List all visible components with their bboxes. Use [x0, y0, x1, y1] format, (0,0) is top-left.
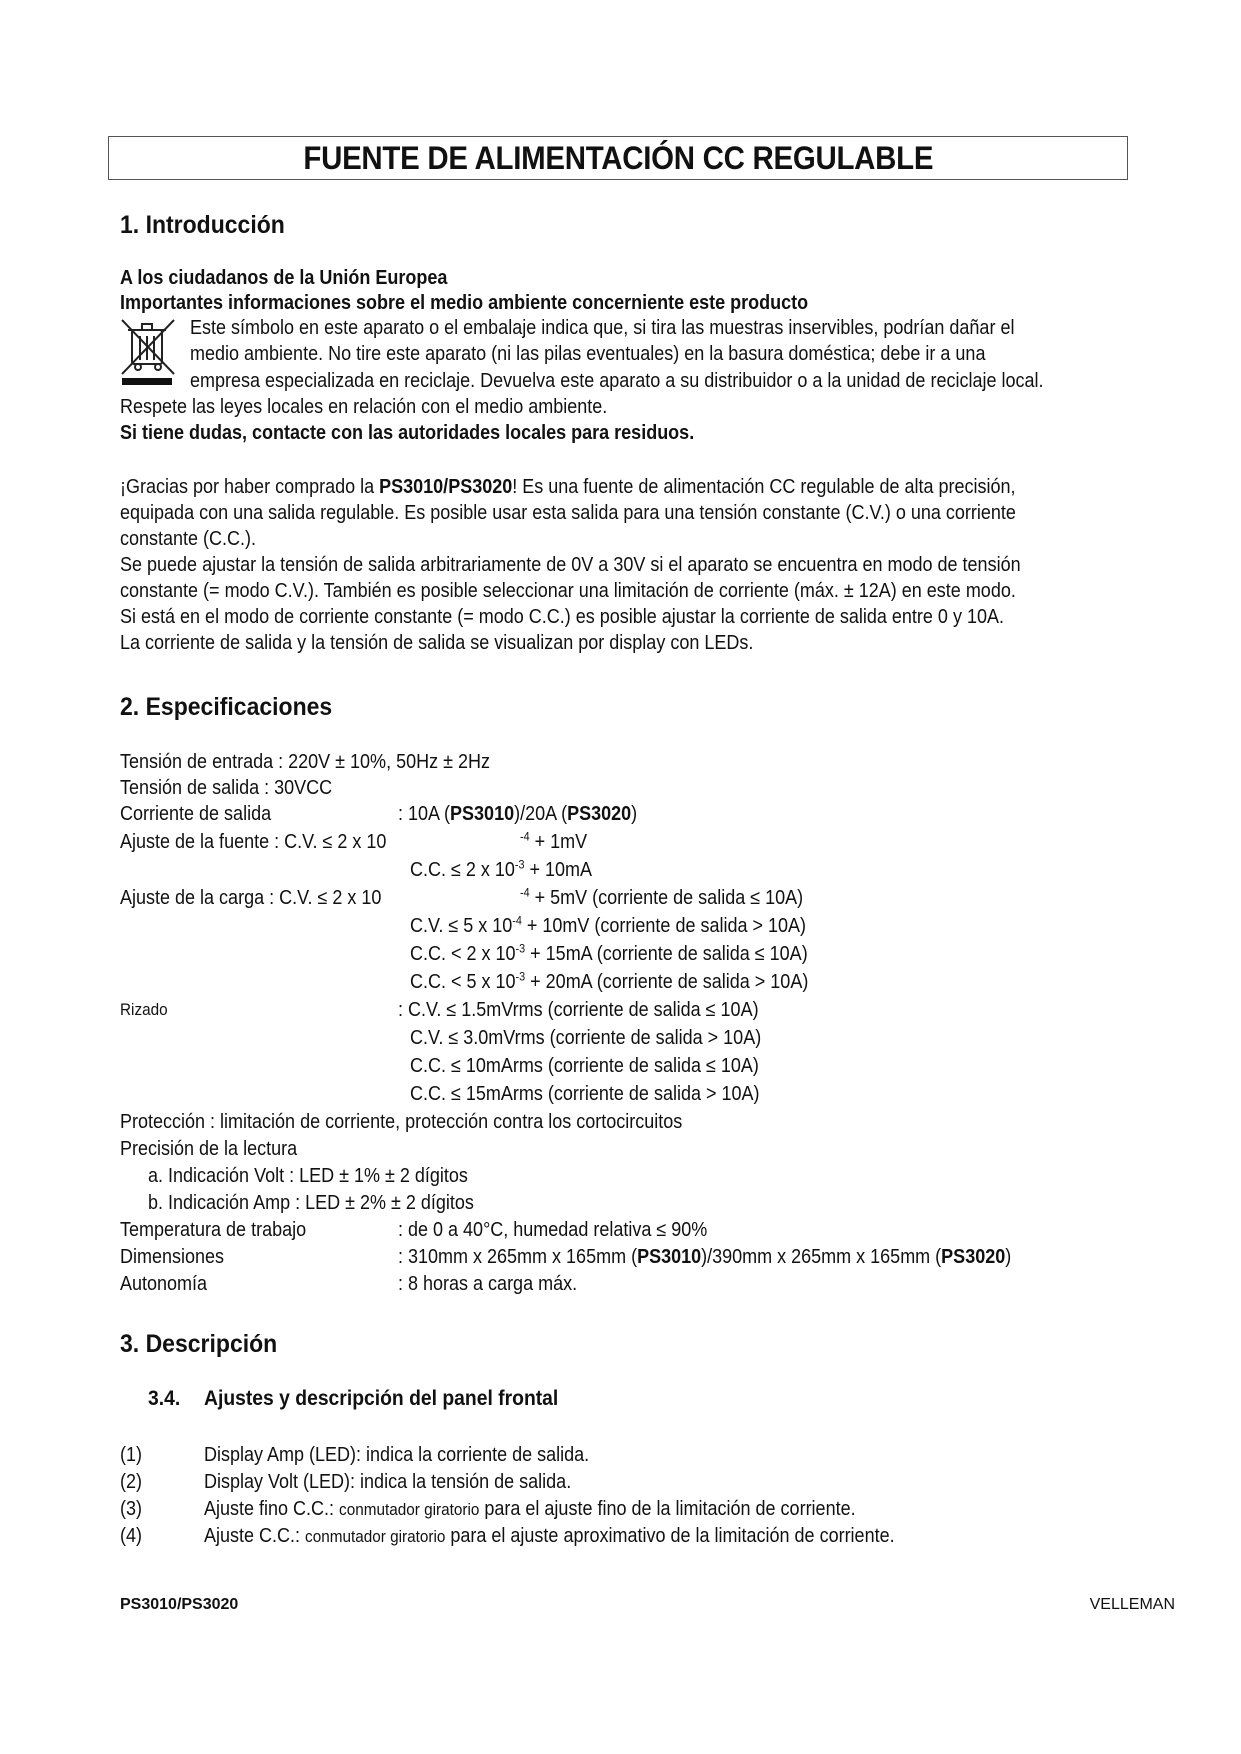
section-2-heading: 2. Especificaciones [120, 693, 333, 721]
current-middle: )/20A ( [514, 803, 568, 825]
list-item-number: (2) [120, 1471, 143, 1493]
load-l4-tail: + 20mA (corriente de salida > 10A) [525, 971, 809, 993]
source-cc-tail: + 10mA [524, 859, 593, 881]
list-item-text [204, 1523, 895, 1550]
source-cc-exponent: -3 [514, 857, 525, 872]
load-l4-base: C.C. < 5 x 10 [410, 971, 516, 993]
thanks-prefix: ¡Gracias por haber comprado la [120, 476, 380, 498]
item-3-small: conmutador giratorio [339, 1500, 480, 1519]
page-title: FUENTE DE ALIMENTACIÓN CC REGULABLE [303, 139, 933, 176]
eu-contact-note: Si tiene dudas, contacte con las autoridades locales para residuos. [120, 422, 695, 444]
eu-line-3: empresa especializada en reciclaje. Devuelva este aparato a su distribuidor o a la unidad de reciclaje local. [190, 370, 1044, 392]
spec-source-cc [410, 857, 592, 883]
weee-bin-icon [118, 316, 178, 386]
model-ps3010: PS3010 [379, 476, 444, 498]
eu-heading-1: A los ciudadanos de la Unión Europea [120, 267, 448, 289]
eu-line-1: Este símbolo en este aparato o el embalaje indica que, si tira las muestras inservibles, podrían dañar el [190, 317, 1015, 339]
dim-model-1: PS3010 [637, 1246, 702, 1268]
spec-current-value [398, 801, 637, 827]
spec-autonomy-value: : 8 horas a carga máx. [398, 1273, 578, 1295]
subsection-title: Ajustes y descripción del panel frontal [204, 1387, 559, 1410]
footer-brand: VELLEMAN [1089, 1596, 1175, 1613]
spec-load-line-2 [410, 913, 806, 939]
intro-line-5: Si está en el modo de corriente constante (= modo C.C.) es posible ajustar la corriente de salida entre 0 y 10A. [120, 606, 1004, 628]
dim-model-2: PS3020 [941, 1246, 1006, 1268]
thanks-suffix: ! Es una fuente de alimentación CC regulable de alta precisión, [512, 476, 1016, 498]
eu-heading-2: Importantes informaciones sobre el medio ambiente concerniente este producto [120, 292, 809, 314]
spec-dim-label: Dimensiones [120, 1246, 225, 1268]
spec-temp-label: Temperatura de trabajo [120, 1219, 307, 1241]
item-3-label: Ajuste fino C.C.: [204, 1498, 340, 1520]
item-4-label: Ajuste C.C.: [204, 1525, 306, 1547]
spec-load-line-3 [410, 941, 808, 967]
load-l4-exponent: -3 [515, 969, 526, 984]
list-item-text: Display Amp (LED): indica la corriente de salida. [204, 1444, 590, 1466]
load-l2-tail: + 10mV (corriente de salida > 10A) [521, 915, 807, 937]
current-prefix: : 10A ( [398, 803, 451, 825]
spec-load-line-4 [410, 969, 808, 995]
item-4-small: conmutador giratorio [305, 1527, 446, 1546]
spec-input-voltage: Tensión de entrada : 220V ± 10%, 50Hz ± 2Hz [120, 751, 490, 773]
item-3-tail: para el ajuste fino de la limitación de corriente. [479, 1498, 856, 1520]
spec-autonomy-label: Autonomía [120, 1273, 208, 1295]
title-box [108, 136, 1128, 180]
list-item-number: (1) [120, 1444, 143, 1466]
dim-middle: )/390mm x 265mm x 165mm ( [701, 1246, 942, 1268]
spec-ripple-line-1: : C.V. ≤ 1.5mVrms (corriente de salida ≤ 10A) [398, 999, 759, 1021]
spec-load-tail [520, 885, 803, 911]
load-l3-exponent: -3 [515, 941, 526, 956]
dim-prefix: : 310mm x 265mm x 165mm ( [398, 1246, 638, 1268]
current-model-2: PS3020 [567, 803, 632, 825]
source-cc-base: C.C. ≤ 2 x 10 [410, 859, 515, 881]
spec-current-label: Corriente de salida [120, 803, 272, 825]
current-model-1: PS3010 [450, 803, 515, 825]
spec-output-voltage: Tensión de salida : 30VCC [120, 777, 333, 799]
spec-temp-value: : de 0 a 40°C, humedad relativa ≤ 90% [398, 1219, 708, 1241]
spec-load-label: Ajuste de la carga : C.V. ≤ 2 x 10 [120, 887, 382, 909]
load-l3-base: C.C. < 2 x 10 [410, 943, 516, 965]
footer-model: PS3010/PS3020 [120, 1596, 239, 1613]
current-suffix: ) [631, 803, 638, 825]
list-item-text [204, 1496, 856, 1523]
spec-source-label: Ajuste de la fuente : C.V. ≤ 2 x 10 [120, 831, 387, 853]
spec-precision-amp: b. Indicación Amp : LED ± 2% ± 2 dígitos [148, 1192, 474, 1214]
spec-source-tail [520, 829, 587, 855]
model-slash: / [443, 476, 449, 498]
spec-protection: Protección : limitación de corriente, protección contra los cortocircuitos [120, 1111, 683, 1133]
eu-line-2: medio ambiente. No tire este aparato (ni las pilas eventuales) en la basura doméstica; debe ir a una [190, 343, 986, 365]
list-item-number: (4) [120, 1525, 143, 1547]
spec-dim-value [398, 1244, 1011, 1270]
load-l2-base: C.V. ≤ 5 x 10 [410, 915, 513, 937]
source-tail-text: + 1mV [529, 831, 588, 853]
spec-ripple-line-4: C.C. ≤ 15mArms (corriente de salida > 10A) [410, 1083, 760, 1105]
intro-line-2: constante (C.C.). [120, 528, 257, 550]
intro-line-1: equipada con una salida regulable. Es posible usar esta salida para una tensión constante (C.V.) o una corriente [120, 502, 1016, 524]
section-1-heading: 1. Introducción [120, 211, 285, 239]
spec-ripple-label: Rizado [120, 1000, 168, 1019]
spec-ripple-line-3: C.C. ≤ 10mArms (corriente de salida ≤ 10A) [410, 1055, 759, 1077]
list-item-text: Display Volt (LED): indica la tensión de salida. [204, 1471, 572, 1493]
list-item-number: (3) [120, 1498, 143, 1520]
intro-line-4: constante (= modo C.V.). También es posible seleccionar una limitación de corriente (máx. ± 12A) en este modo. [120, 580, 1016, 602]
load-l3-tail: + 15mA (corriente de salida ≤ 10A) [525, 943, 808, 965]
spec-precision: Precisión de la lectura [120, 1138, 298, 1160]
source-exponent: -4 [520, 829, 530, 844]
intro-thanks-line [120, 474, 1016, 500]
model-ps3020: PS3020 [448, 476, 513, 498]
load-l2-exponent: -4 [512, 913, 522, 928]
spec-ripple-line-2: C.V. ≤ 3.0mVrms (corriente de salida > 10A) [410, 1027, 762, 1049]
section-3-heading: 3. Descripción [120, 1330, 278, 1358]
subsection-number: 3.4. [148, 1387, 181, 1410]
load-tail-text: + 5mV (corriente de salida ≤ 10A) [529, 887, 804, 909]
intro-line-3: Se puede ajustar la tensión de salida arbitrariamente de 0V a 30V si el aparato se encuentra en modo de tensión [120, 554, 1021, 576]
item-4-tail: para el ajuste aproximativo de la limitación de corriente. [445, 1525, 895, 1547]
intro-line-6: La corriente de salida y la tensión de salida se visualizan por display con LEDs. [120, 632, 754, 654]
load-exponent: -4 [520, 885, 530, 900]
eu-line-4: Respete las leyes locales en relación con el medio ambiente. [120, 396, 608, 418]
dim-suffix: ) [1005, 1246, 1012, 1268]
spec-precision-volt: a. Indicación Volt : LED ± 1% ± 2 dígitos [148, 1165, 468, 1187]
